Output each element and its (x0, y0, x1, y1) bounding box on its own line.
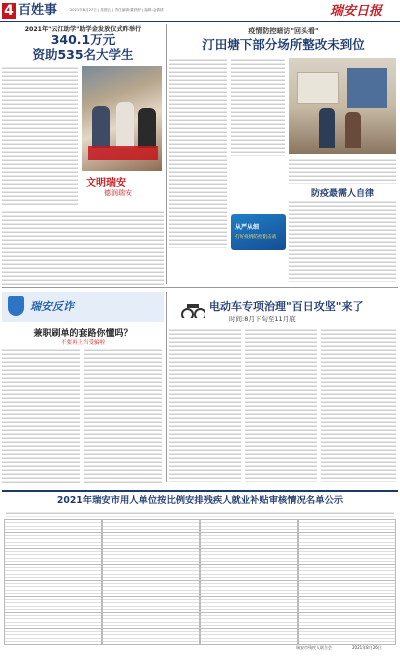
article-ebike (169, 292, 398, 487)
article2-photo (289, 58, 396, 154)
section-title: 百姓事 (18, 3, 58, 18)
article1-title-line2: 资助535名大学生 (32, 47, 134, 62)
article4-body-text-3 (321, 328, 396, 482)
masthead (0, 0, 400, 22)
article1-body-text (2, 66, 78, 206)
list-table-2 (102, 519, 200, 645)
anti-fraud-title: 兼职刷单的套路你懂吗？ (33, 329, 133, 339)
anti-fraud-logo: 瑞安反诈 (30, 300, 74, 313)
wenming-logo (86, 174, 156, 202)
article2-title: 汀田塘下部分场所整改未到位 (202, 37, 365, 52)
anti-fraud-banner (2, 292, 164, 322)
article4-subtitle: 时间:8月下旬至11月底 (229, 315, 296, 323)
article2-kicker: 疫情防控暗访"回头看" (248, 27, 319, 35)
wenming-logo-sub: 德润瑞安 (104, 189, 132, 197)
list-table-4 (298, 519, 396, 645)
article3-title: 防疫最需人自律 (310, 189, 374, 199)
masthead-rule (0, 21, 400, 22)
anti-fraud-body-text (2, 348, 80, 484)
article1-title-line1: 340.1万元 (50, 32, 116, 47)
article4-body-text (169, 328, 241, 482)
shield-icon (8, 296, 24, 316)
page-number: 4 (4, 3, 14, 19)
list-title: 2021年瑞安市用人单位按比例安排残疾人就业补贴审核情况名单公示 (56, 495, 344, 506)
list-table-area (4, 519, 396, 643)
wenming-logo-text: 文明瑞安 (86, 178, 126, 189)
article-epidemic-check (169, 24, 398, 284)
article1-body-text-2 (2, 210, 164, 288)
anti-fraud-column (2, 292, 164, 487)
article2-body-text-3 (289, 158, 396, 184)
list-table-1 (4, 519, 102, 645)
article4-body-text-2 (245, 328, 317, 482)
article3-body-text (289, 200, 396, 282)
paper-logo: 瑞安日报 (330, 4, 383, 19)
article1-kicker: 2021年"云江助学"助学金发放仪式昨举行 (24, 26, 142, 33)
article-student-aid (2, 24, 164, 289)
anti-fraud-body-text-2 (84, 348, 162, 484)
article2-body-text-2 (231, 58, 285, 156)
column-divider (166, 24, 167, 284)
ebike-icon (181, 300, 205, 318)
list-footer-date: 2021年8月26日 (352, 645, 382, 650)
anti-fraud-subtitle: 不要再上当受骗啦 (60, 340, 105, 346)
column-divider-2 (166, 292, 167, 482)
ad-badge-line2: 打好疫情防控阻击战 (235, 235, 277, 240)
ad-badge (231, 214, 286, 250)
mid-divider (2, 287, 398, 288)
article1-photo (82, 66, 162, 171)
article4-title: 电动车专项治理"百日攻坚"来了 (209, 300, 364, 313)
masthead-meta: 2021年8月27日 | 星期五 | 责任编辑:董舒舒 | 编辑:金倩倩 (70, 8, 164, 12)
list-footer-org: 瑞安市残疾人联合会 (296, 645, 332, 650)
list-top-rule (2, 490, 398, 492)
list-table-3 (200, 519, 298, 645)
ad-badge-line1: 从严从细 (235, 224, 260, 231)
article2-body-text (169, 58, 227, 248)
list-intro (6, 511, 394, 517)
page-number-badge (2, 3, 16, 19)
